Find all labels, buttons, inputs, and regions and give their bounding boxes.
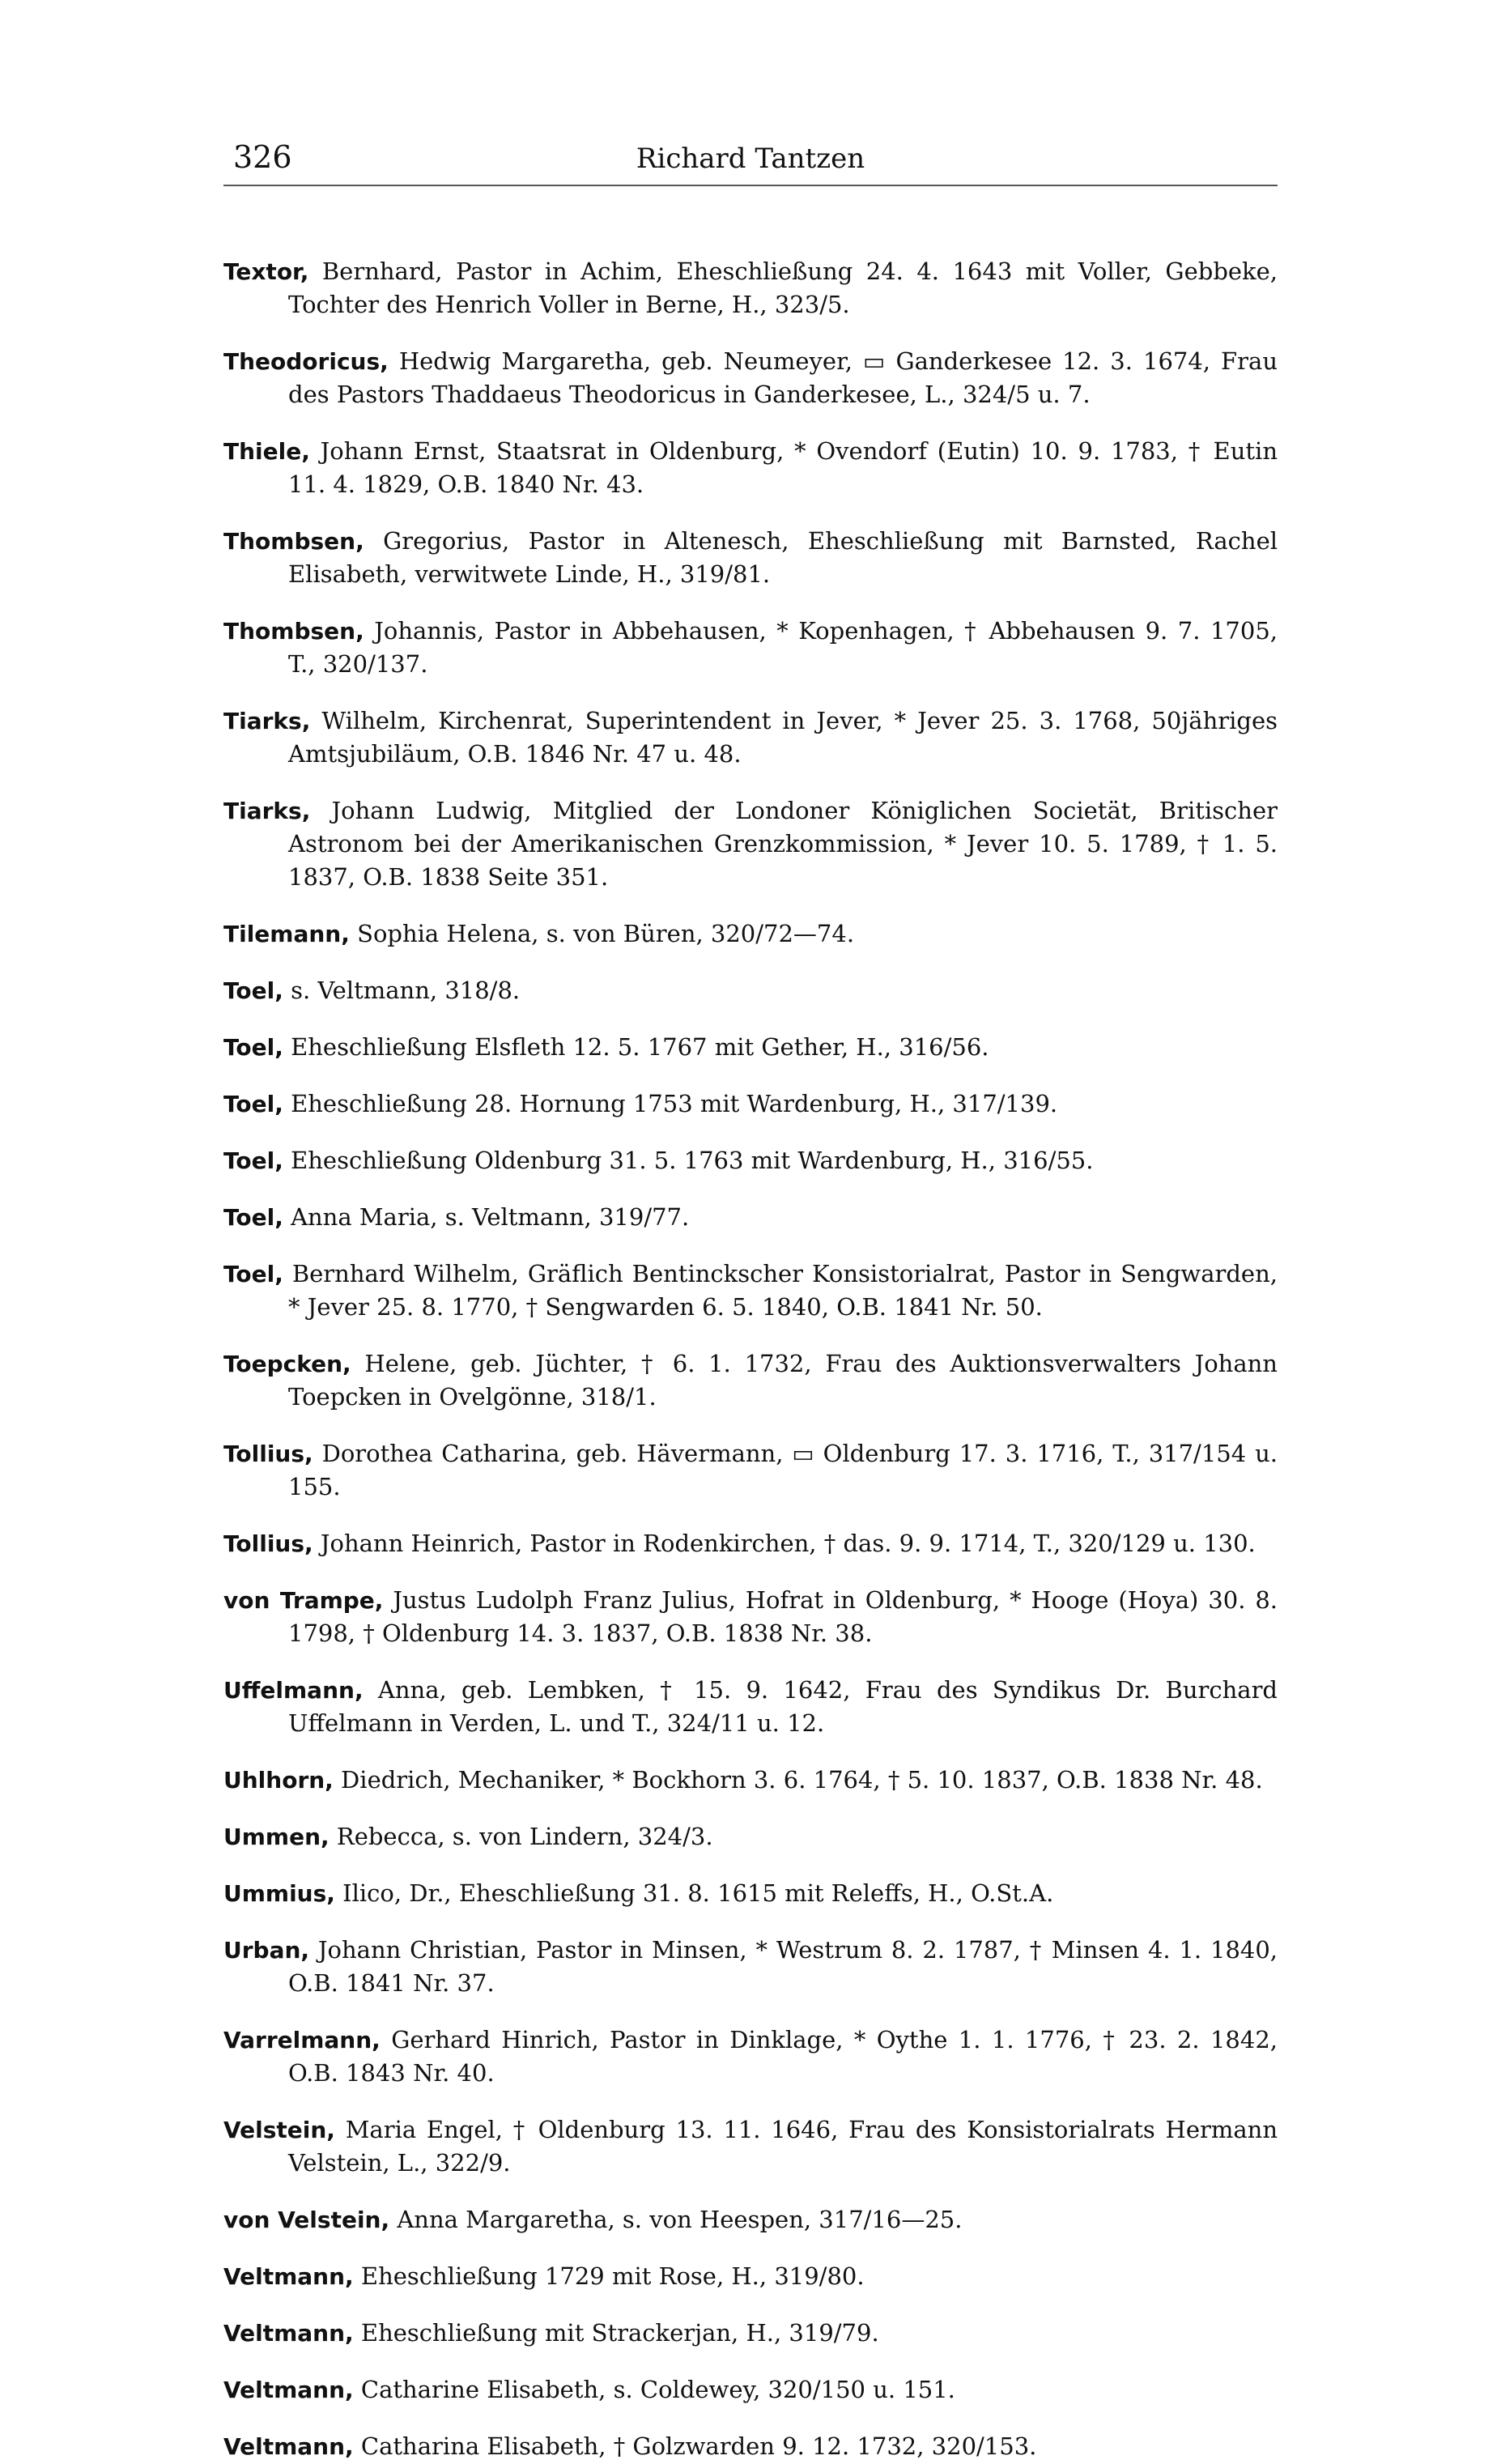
entry-text: Johann Heinrich, Pastor in Rodenkirchen, † das. 9. 9. 1714, T., 320/129 u. 130. (320, 1530, 1256, 1557)
entry-text: Anna Maria, s. Veltmann, 319/77. (291, 1203, 690, 1231)
entry-text: Gregorius, Pastor in Altenesch, Eheschließung mit Barnsted, Rachel Elisabeth, verwitwete Linde, H., 319/81. (288, 527, 1278, 588)
entry-name: Theodoricus, (223, 348, 389, 375)
entry-text: Dorothea Catharina, geb. Hävermann, ▭ Oldenburg 17. 3. 1716, T., 317/154 u. 155. (288, 1440, 1278, 1500)
entry-name: Veltmann, (223, 2433, 354, 2460)
entry-text: Johann Ludwig, Mitglied der Londoner Königlichen Societät, Britischer Astronom bei der Amerikanischen Grenzkommission, * Jever 10. 5. 1789, † 1. 5. 1837, O.B. 1838 Seite 351. (288, 797, 1278, 891)
page-number: 326 (233, 139, 292, 175)
list-item (223, 1764, 1278, 1797)
list-item (223, 1820, 1278, 1853)
list-item (223, 1437, 1278, 1504)
list-item (223, 1087, 1278, 1121)
entry-text: Anna, geb. Lembken, † 15. 9. 1642, Frau des Syndikus Dr. Burchard Uffelmann in Verden, L. und T., 324/11 u. 12. (288, 1676, 1278, 1737)
list-item (223, 1144, 1278, 1177)
entry-text: Gerhard Hinrich, Pastor in Dinklage, * Oythe 1. 1. 1776, † 23. 2. 1842, O.B. 1843 Nr. 40. (288, 2026, 1278, 2087)
entry-name: Thiele, (223, 438, 310, 465)
list-item (223, 2260, 1278, 2293)
entry-name: Veltmann, (223, 2320, 354, 2347)
entry-text: Bernhard, Pastor in Achim, Eheschließung 24. 4. 1643 mit Voller, Gebbeke, Tochter des Henrich Voller in Berne, H., 323/5. (288, 257, 1278, 318)
entry-text: Eheschließung Oldenburg 31. 5. 1763 mit Wardenburg, H., 316/55. (291, 1147, 1094, 1174)
running-title: Richard Tantzen (636, 143, 865, 175)
entry-text: Helene, geb. Jüchter, † 6. 1. 1732, Frau des Auktionsverwalters Johann Toepcken in Ovelgönne, 318/1. (288, 1350, 1278, 1411)
entry-name: Ummen, (223, 1824, 330, 1850)
entry-name: Thombsen, (223, 618, 364, 645)
entry-name: Tollius, (223, 1441, 313, 1467)
entry-name: Toepcken, (223, 1351, 351, 1377)
entry-text: Sophia Helena, s. von Büren, 320/72—74. (357, 920, 855, 947)
list-item (223, 2113, 1278, 2180)
list-item (223, 525, 1278, 591)
list-item (223, 435, 1278, 501)
entry-text: Anna Margaretha, s. von Heespen, 317/16—25. (397, 2206, 963, 2233)
list-item (223, 2317, 1278, 2350)
list-item (223, 917, 1278, 951)
entry-text: Justus Ludolph Franz Julius, Hofrat in Oldenburg, * Hooge (Hoya) 30. 8. 1798, † Oldenburg 14. 3. 1837, O.B. 1838 Nr. 38. (288, 1586, 1278, 1647)
entry-text: Rebecca, s. von Lindern, 324/3. (336, 1823, 713, 1850)
entry-name: Tiarks, (223, 798, 311, 824)
entry-name: Toel, (223, 977, 283, 1004)
entry-name: Velstein, (223, 2117, 335, 2143)
list-item (223, 1347, 1278, 1414)
list-item (223, 1934, 1278, 2000)
entry-text: s. Veltmann, 318/8. (291, 977, 521, 1004)
entry-text: Catharina Elisabeth, † Golzwarden 9. 12. 1732, 320/153. (360, 2432, 1037, 2460)
entry-text: Bernhard Wilhelm, Gräflich Bentinckscher Konsistorialrat, Pastor in Sengwarden, * Jever 25. 8. 1770, † Sengwarden 6. 5. 1840, O.B. 1841 Nr. 50. (288, 1260, 1278, 1321)
list-item (223, 1527, 1278, 1560)
entry-text: Wilhelm, Kirchenrat, Superintendent in Jever, * Jever 25. 3. 1768, 50jähriges Amtsjubiläum, O.B. 1846 Nr. 47 u. 48. (288, 707, 1278, 768)
list-item (223, 1584, 1278, 1650)
entry-name: Tilemann, (223, 921, 350, 947)
list-item (223, 2430, 1278, 2463)
list-item (223, 1201, 1278, 1234)
entry-name: von Trampe, (223, 1587, 384, 1614)
entry-name: Toel, (223, 1261, 283, 1287)
list-item (223, 2024, 1278, 2090)
entry-name: Toel, (223, 1091, 283, 1117)
list-item (223, 704, 1278, 771)
entry-name: Urban, (223, 1937, 310, 1964)
entry-text: Johannis, Pastor in Abbehausen, * Kopenhagen, † Abbehausen 9. 7. 1705, T., 320/137. (288, 617, 1278, 678)
entry-name: Tiarks, (223, 708, 311, 734)
entry-text: Maria Engel, † Oldenburg 13. 11. 1646, Frau des Konsistorialrats Hermann Velstein, L., 322/9. (288, 2116, 1278, 2177)
entry-name: Uhlhorn, (223, 1767, 334, 1794)
entry-name: Toel, (223, 1147, 283, 1174)
list-item (223, 1031, 1278, 1064)
entry-name: Ummius, (223, 1880, 335, 1907)
entry-text: Hedwig Margaretha, geb. Neumeyer, ▭ Ganderkesee 12. 3. 1674, Frau des Pastors Thaddaeus Theodoricus in Ganderkesee, L., 324/5 u. 7. (288, 347, 1278, 408)
list-item (223, 345, 1278, 411)
list-item (223, 1258, 1278, 1324)
entry-name: Thombsen, (223, 528, 364, 555)
entry-text: Eheschließung Elsfleth 12. 5. 1767 mit Gether, H., 316/56. (291, 1033, 989, 1061)
entry-name: Uffelmann, (223, 1677, 364, 1704)
register-entries (223, 232, 1278, 2464)
list-item (223, 615, 1278, 681)
entry-text: Catharine Elisabeth, s. Coldewey, 320/150 u. 151. (360, 2376, 955, 2403)
list-item (223, 1674, 1278, 1740)
entry-name: Toel, (223, 1204, 283, 1231)
entry-text: Eheschließung 28. Hornung 1753 mit Wardenburg, H., 317/139. (291, 1090, 1058, 1117)
entry-text: Johann Christian, Pastor in Minsen, * Westrum 8. 2. 1787, † Minsen 4. 1. 1840, O.B. 1841 Nr. 37. (288, 1936, 1278, 1997)
page-header (223, 136, 1278, 186)
entry-text: Ilico, Dr., Eheschließung 31. 8. 1615 mit Releffs, H., O.St.A. (342, 1879, 1054, 1907)
list-item (223, 1877, 1278, 1910)
entry-name: von Velstein, (223, 2207, 390, 2233)
entry-text: Diedrich, Mechaniker, * Bockhorn 3. 6. 1764, † 5. 10. 1837, O.B. 1838 Nr. 48. (341, 1766, 1263, 1794)
entry-text: Eheschließung mit Strackerjan, H., 319/79. (360, 2319, 879, 2347)
entry-name: Veltmann, (223, 2377, 354, 2403)
entry-text: Johann Ernst, Staatsrat in Oldenburg, * Ovendorf (Eutin) 10. 9. 1783, † Eutin 11. 4. 1829, O.B. 1840 Nr. 43. (288, 437, 1278, 498)
entry-name: Varrelmann, (223, 2027, 381, 2053)
list-item (223, 2373, 1278, 2407)
entry-name: Textor, (223, 258, 309, 285)
entry-name: Tollius, (223, 1530, 313, 1557)
entry-name: Veltmann, (223, 2263, 354, 2290)
list-item (223, 2203, 1278, 2236)
list-item (223, 974, 1278, 1007)
entry-name: Toel, (223, 1034, 283, 1061)
list-item (223, 794, 1278, 894)
list-item (223, 255, 1278, 321)
entry-text: Eheschließung 1729 mit Rose, H., 319/80. (360, 2262, 865, 2290)
